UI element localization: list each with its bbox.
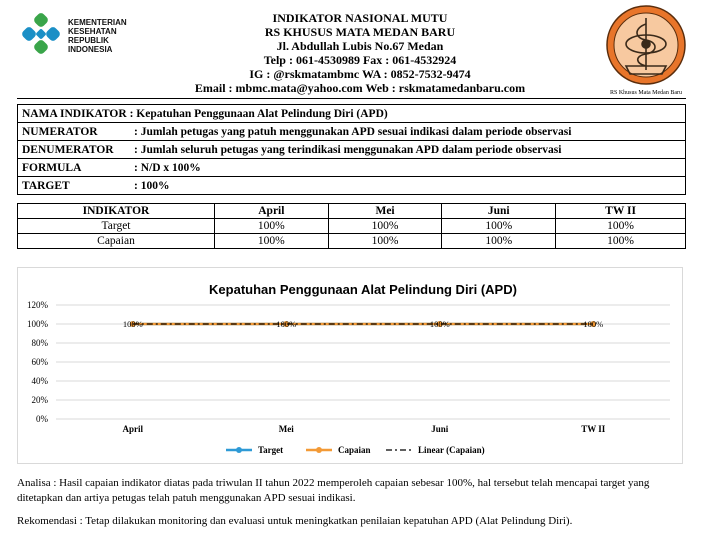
table-row xyxy=(18,234,686,249)
table-cell: 100% xyxy=(556,219,686,234)
hospital-contact: Email : mbmc.mata@yahoo.com Web : rskmatamedanbaru.com xyxy=(194,81,526,95)
line-chart xyxy=(18,268,682,463)
target-value: : 100% xyxy=(134,179,170,192)
rekomendasi-text: Rekomendasi : Tetap dilakukan monitoring dan evaluasi untuk meningkatkan penilaian kepatuhan APD (Alat Pelindung Diri). xyxy=(17,515,573,527)
info-row-denumerator xyxy=(18,141,686,159)
hospital-logo xyxy=(604,4,688,100)
table-header-row xyxy=(18,204,686,219)
column-header: Juni xyxy=(442,204,556,219)
table-row xyxy=(18,219,686,234)
header-divider xyxy=(17,98,686,99)
target-label: TARGET xyxy=(22,179,70,192)
achievement-table xyxy=(17,203,686,249)
data-label: 100% xyxy=(429,319,450,329)
table-cell: 100% xyxy=(442,234,556,249)
column-header: INDIKATOR xyxy=(18,204,215,219)
table-cell: 100% xyxy=(442,219,556,234)
table-cell: 100% xyxy=(328,234,442,249)
info-row-nama xyxy=(18,105,686,123)
letterhead-title: INDIKATOR NASIONAL MUTU xyxy=(272,11,448,25)
legend-label: Capaian xyxy=(338,445,371,455)
data-label: 100% xyxy=(122,319,143,329)
info-row-target xyxy=(18,177,686,195)
y-tick-label: 40% xyxy=(31,376,48,386)
info-row-numerator xyxy=(18,123,686,141)
legend-label: Linear (Capaian) xyxy=(418,445,485,455)
y-tick-label: 60% xyxy=(31,357,48,367)
analisa-text: Analisa : Hasil capaian indikator diatas pada triwulan II tahun 2022 memperoleh capaian sebesar 100%, hal tersebut telah mencapai target yang ditetapkan dan artiya petugas telah patuh menggunakan APD sesuai indikasi. xyxy=(17,477,650,504)
x-tick-label: Juni xyxy=(431,424,449,434)
legend-label: Target xyxy=(258,445,284,455)
y-tick-label: 100% xyxy=(27,319,48,329)
denumerator-label: DENUMERATOR xyxy=(22,143,114,156)
table-cell: 100% xyxy=(328,219,442,234)
data-label: 100% xyxy=(583,319,604,329)
x-tick-label: April xyxy=(122,424,144,434)
denumerator-value: : Jumlah seluruh petugas yang terindikasi menggunakan APD dalam periode observasi xyxy=(134,143,562,156)
hospital-social: IG : @rskmatambmc WA : 0852-7532-9474 xyxy=(249,67,471,81)
data-label: 100% xyxy=(276,319,297,329)
column-header: April xyxy=(215,204,329,219)
info-row-formula xyxy=(18,159,686,177)
formula-value: : N/D x 100% xyxy=(134,161,201,174)
numerator-value: : Jumlah petugas yang patuh menggunakan APD sesuai indikasi dalam periode observasi xyxy=(134,125,572,138)
column-header: Mei xyxy=(328,204,442,219)
letterhead xyxy=(150,11,570,95)
y-tick-label: 20% xyxy=(31,395,48,405)
table-cell: 100% xyxy=(215,219,329,234)
nama-indikator-label: NAMA INDIKATOR xyxy=(22,107,127,120)
hospital-logo-caption: RS Khusus Mata Medan Baru xyxy=(610,90,682,96)
table-cell: 100% xyxy=(215,234,329,249)
legend-marker xyxy=(236,447,242,453)
indicator-info-table xyxy=(17,104,686,195)
chart-title: Kepatuhan Penggunaan Alat Pelindung Diri (APD) xyxy=(209,282,517,297)
formula-label: FORMULA xyxy=(22,161,82,174)
hospital-address: Jl. Abdullah Lubis No.67 Medan xyxy=(276,39,444,53)
table-cell: 100% xyxy=(556,234,686,249)
hospital-name: RS KHUSUS MATA MEDAN BARU xyxy=(264,25,456,39)
y-tick-label: 120% xyxy=(27,300,48,310)
nama-indikator-value: : Kepatuhan Penggunaan Alat Pelindung Diri (APD) xyxy=(129,107,388,120)
hospital-emblem-icon xyxy=(604,4,688,90)
kemenkes-logo xyxy=(20,12,140,72)
column-header: TW II xyxy=(556,204,686,219)
y-tick-label: 0% xyxy=(36,414,48,424)
row-label: Target xyxy=(18,219,215,234)
legend-marker xyxy=(316,447,322,453)
y-tick-label: 80% xyxy=(31,338,48,348)
row-label: Capaian xyxy=(18,234,215,249)
x-tick-label: Mei xyxy=(278,424,294,434)
numerator-label: NUMERATOR xyxy=(22,125,98,138)
kemenkes-emblem-icon xyxy=(20,12,64,56)
x-tick-label: TW II xyxy=(581,424,606,434)
kemenkes-wordmark: KEMENTERIAN KESEHATAN REPUBLIK INDONESIA xyxy=(68,18,127,54)
hospital-phone: Telp : 061-4530989 Fax : 061-4532924 xyxy=(263,53,457,67)
chart-container xyxy=(17,267,683,464)
